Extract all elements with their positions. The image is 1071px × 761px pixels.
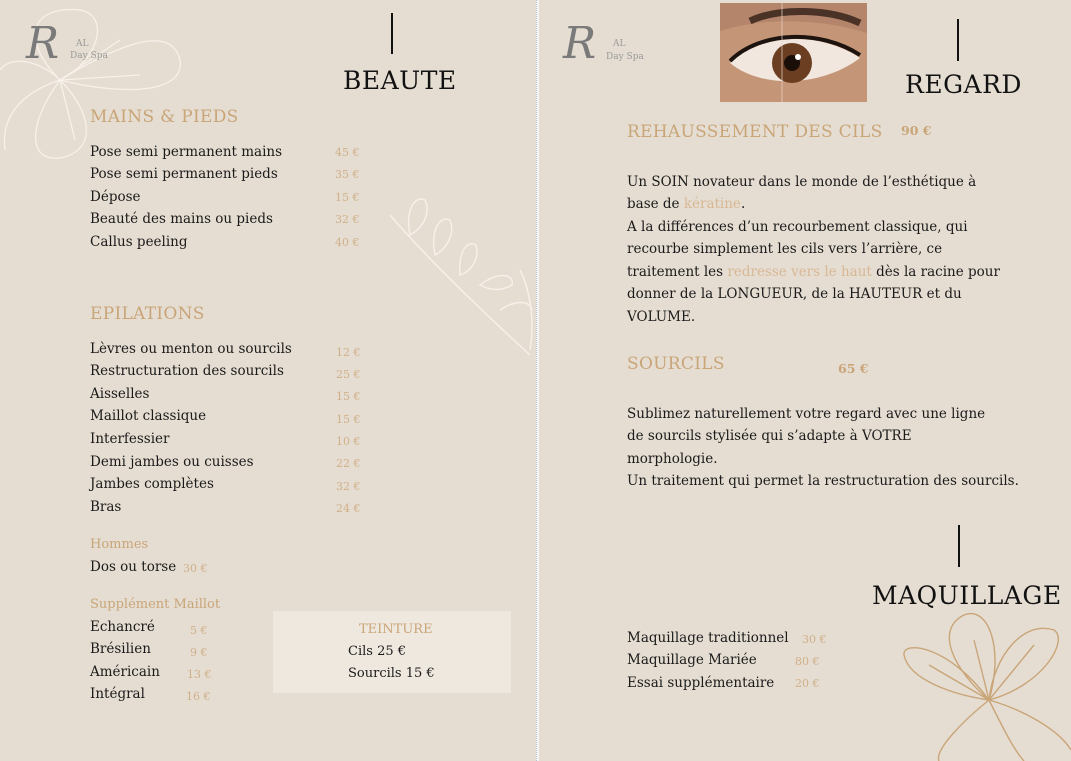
logo-letter: R: [563, 18, 597, 69]
list-item-label: Jambes complètes: [90, 476, 214, 492]
list-item-label: Dos ou torse: [90, 559, 177, 575]
list-item-price: 20 €: [795, 677, 820, 690]
teinture-box: [273, 611, 511, 693]
eye-photo-icon: [720, 3, 867, 102]
highlight-redresse: redresse vers le haut: [727, 263, 872, 280]
list-item-price: 45 €: [335, 146, 360, 159]
list-item-price: 12 €: [336, 346, 361, 359]
list-item-price: 24 €: [336, 502, 361, 515]
list-item-label: Maillot classique: [90, 408, 207, 424]
logo-text-line2: Day Spa: [606, 52, 644, 62]
section-sourcils: SOURCILS: [627, 354, 725, 374]
page-title-regard: REGARD: [905, 70, 1022, 99]
list-item-label: Pose semi permanent mains: [90, 144, 283, 160]
sourcils-price: 65 €: [838, 361, 869, 376]
list-item-label: Restructuration des sourcils: [90, 363, 284, 379]
teinture-line-sourcils: Sourcils 15 €: [348, 666, 435, 681]
list-item-label: Maquillage Mariée: [627, 652, 757, 668]
list-item-price: 32 €: [336, 480, 361, 493]
list-item-price: 22 €: [336, 457, 361, 470]
flower-decoration-icon: [894, 600, 1071, 761]
eye-photo: [720, 3, 867, 102]
list-item-price: 15 €: [335, 191, 360, 204]
title-bar: [391, 13, 393, 54]
rehaussement-price: 90 €: [901, 123, 932, 138]
rehaussement-paragraph-1: [627, 171, 1012, 216]
list-item-price: 35 €: [335, 168, 360, 181]
list-item-label: Dépose: [90, 189, 141, 205]
list-item-price: 25 €: [336, 368, 361, 381]
list-item-label: Intégral: [90, 686, 145, 702]
list-item-price: 16 €: [186, 690, 211, 703]
logo-text-line2: Day Spa: [70, 51, 108, 61]
list-item-price: 5 €: [190, 624, 208, 637]
highlight-keratine: kératine: [683, 196, 741, 213]
list-item-label: Interfessier: [90, 431, 170, 447]
section-mains-pieds: MAINS & PIEDS: [90, 107, 239, 127]
teinture-heading: TEINTURE: [359, 622, 433, 637]
list-item-price: 32 €: [335, 213, 360, 226]
list-item-price: 15 €: [336, 413, 361, 426]
paragraph-text: A la différences d’un recourbement classique, qui recourbe simplement les cils vers l’arrière, ce traitement les: [627, 219, 968, 280]
list-item-price: 15 €: [336, 390, 361, 403]
list-item-label: Maquillage traditionnel: [627, 630, 789, 646]
sourcils-paragraph-1: Sublimez naturellement votre regard avec une ligne de sourcils stylisée qui s’adapte à VOTRE morphologie.: [627, 406, 986, 467]
list-item-label: Demi jambes ou cuisses: [90, 454, 254, 470]
list-item-price: 30 €: [802, 633, 827, 646]
list-item-price: 40 €: [335, 236, 360, 249]
rehaussement-paragraph-2: [627, 216, 1012, 328]
right-page: [539, 0, 1071, 761]
list-item-price: 10 €: [336, 435, 361, 448]
list-item-price: 80 €: [795, 655, 820, 668]
list-item-label: Aisselles: [90, 386, 150, 402]
sourcils-paragraph-2: Un traitement qui permet la restructuration des sourcils.: [627, 473, 1019, 489]
paragraph-text: Un SOIN novateur dans le monde de l’esthétique à base de: [627, 174, 977, 213]
list-item-label: Beauté des mains ou pieds: [90, 211, 273, 227]
list-item-label: Américain: [90, 664, 160, 680]
page-title-beaute: BEAUTE: [343, 66, 457, 95]
list-item-label: Bras: [90, 499, 122, 515]
logo-text-line1: AL: [613, 39, 626, 49]
paragraph-text: dès la racine pour donner de la LONGUEUR, de la HAUTEUR et du VOLUME.: [627, 263, 1000, 325]
section-rehaussement-cils: REHAUSSEMENT DES CILS: [627, 122, 883, 142]
logo-letter: R: [26, 18, 60, 69]
list-item-label: Lèvres ou menton ou sourcils: [90, 341, 292, 357]
title-bar: [958, 525, 960, 567]
list-item-price: 9 €: [190, 646, 208, 659]
teinture-line-cils: Cils 25 €: [348, 644, 407, 659]
list-item-label: Pose semi permanent pieds: [90, 166, 278, 182]
section-hommes: Hommes: [90, 537, 149, 552]
list-item-price: 13 €: [187, 668, 212, 681]
paragraph-text: .: [740, 196, 746, 213]
list-item-label: Brésilien: [90, 641, 151, 657]
list-item-label: Echancré: [90, 619, 155, 635]
section-epilations: EPILATIONS: [90, 304, 205, 324]
section-supplement-maillot: Supplément Maillot: [90, 597, 221, 612]
list-item-label: Callus peeling: [90, 234, 188, 250]
logo-text-line1: AL: [76, 39, 89, 49]
branch-decoration-icon: [380, 190, 536, 360]
list-item-price: 30 €: [183, 562, 208, 575]
title-bar: [957, 19, 959, 61]
page-title-maquillage: MAQUILLAGE: [872, 581, 1062, 610]
list-item-label: Essai supplémentaire: [627, 675, 775, 691]
